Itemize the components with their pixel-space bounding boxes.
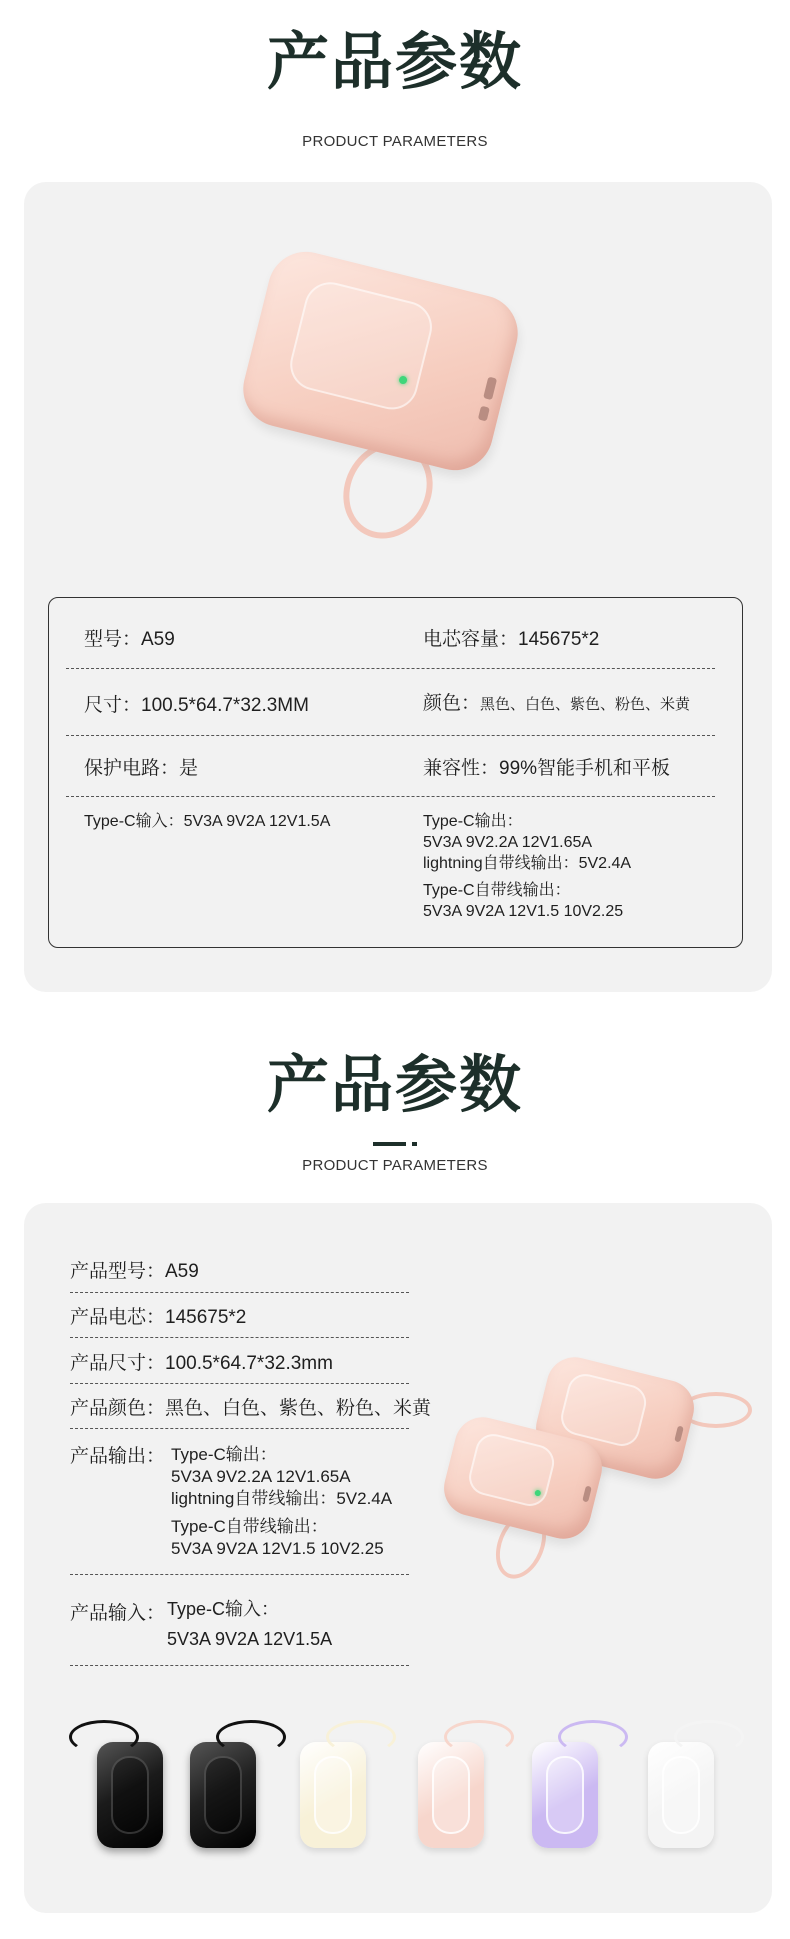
usb-port	[674, 1425, 684, 1442]
divider	[70, 1665, 409, 1666]
row-output-line5: 5V3A 9V2A 12V1.5 10V2.25	[171, 1539, 384, 1558]
top-panel	[465, 1430, 558, 1510]
row-size: 产品尺寸：100.5*64.7*32.3mm	[70, 1353, 333, 1374]
divider	[70, 1337, 409, 1338]
spec-size: 尺寸：100.5*64.7*32.3MM	[84, 695, 309, 716]
spec-typec-cable-value: 5V3A 9V2A 12V1.5 10V2.25	[423, 903, 624, 920]
row-input-label: 产品输入：	[70, 1603, 166, 1624]
divider	[70, 1292, 409, 1293]
variant-black	[97, 1742, 163, 1848]
front-panel	[432, 1756, 470, 1834]
divider	[70, 1574, 409, 1575]
lanyard-loop	[216, 1720, 286, 1754]
front-panel	[314, 1756, 352, 1834]
spec-model: 型号：A59	[84, 629, 175, 650]
lanyard-loop	[558, 1720, 628, 1754]
section2-title: 产品参数	[266, 1048, 523, 1121]
section2-subtitle: PRODUCT PARAMETERS	[302, 1157, 488, 1174]
lanyard-loop	[326, 1720, 396, 1754]
section1-subtitle: PRODUCT PARAMETERS	[302, 133, 488, 150]
row-output-line1: Type-C输出：	[171, 1445, 277, 1464]
divider	[70, 1428, 409, 1429]
spec-typec-cable-label: Type-C自带线输出：	[423, 882, 571, 899]
top-panel	[285, 277, 438, 415]
title-underline-bar	[373, 1142, 406, 1146]
spec-color-label: 颜色：	[423, 693, 481, 714]
variant-cream	[300, 1742, 366, 1848]
front-panel	[111, 1756, 149, 1834]
divider	[66, 735, 715, 736]
spec-lightning-output: lightning自带线输出：5V2.4A	[423, 855, 632, 872]
divider	[66, 796, 715, 797]
usb-port	[478, 406, 490, 422]
row-color: 产品颜色：黑色、白色、紫色、粉色、米黄	[70, 1398, 432, 1419]
variant-black-display	[190, 1742, 256, 1848]
spec-typec-output-value: 5V3A 9V2.2A 12V1.65A	[423, 834, 593, 851]
lanyard-loop	[69, 1720, 139, 1754]
row-output-line3: lightning自带线输出：5V2.4A	[171, 1489, 393, 1508]
divider	[70, 1383, 409, 1384]
spec-color	[423, 688, 690, 715]
row-input-line2: 5V3A 9V2A 12V1.5A	[167, 1629, 333, 1649]
spec-protection: 保护电路：是	[84, 758, 199, 779]
title-underline-dot	[412, 1142, 417, 1146]
variant-pink	[418, 1742, 484, 1848]
spec-cell-capacity: 电芯容量：145675*2	[423, 629, 600, 650]
usb-port	[582, 1485, 592, 1502]
section1-title: 产品参数	[266, 25, 523, 98]
spec-typec-input: Type-C输入：5V3A 9V2A 12V1.5A	[84, 813, 331, 830]
front-panel	[662, 1756, 700, 1834]
variant-purple	[532, 1742, 598, 1848]
row-output-label: 产品输出：	[70, 1446, 166, 1467]
row-input-line1: Type-C输入：	[167, 1599, 280, 1619]
front-panel	[546, 1756, 584, 1834]
divider	[66, 668, 715, 669]
spec-compatibility: 兼容性：99%智能手机和平板	[423, 758, 671, 779]
lanyard-loop	[444, 1720, 514, 1754]
spec-typec-output-label: Type-C输出：	[423, 813, 523, 830]
front-panel	[204, 1756, 242, 1834]
row-cell: 产品电芯：145675*2	[70, 1307, 247, 1328]
lanyard-loop	[674, 1720, 744, 1754]
row-model: 产品型号：A59	[70, 1261, 199, 1282]
row-output-line4: Type-C自带线输出：	[171, 1517, 328, 1536]
usb-port	[483, 377, 497, 401]
row-output-line2: 5V3A 9V2.2A 12V1.65A	[171, 1467, 351, 1486]
variant-white	[648, 1742, 714, 1848]
spec-color-value: 黑色、白色、紫色、粉色、米黄	[480, 696, 691, 713]
